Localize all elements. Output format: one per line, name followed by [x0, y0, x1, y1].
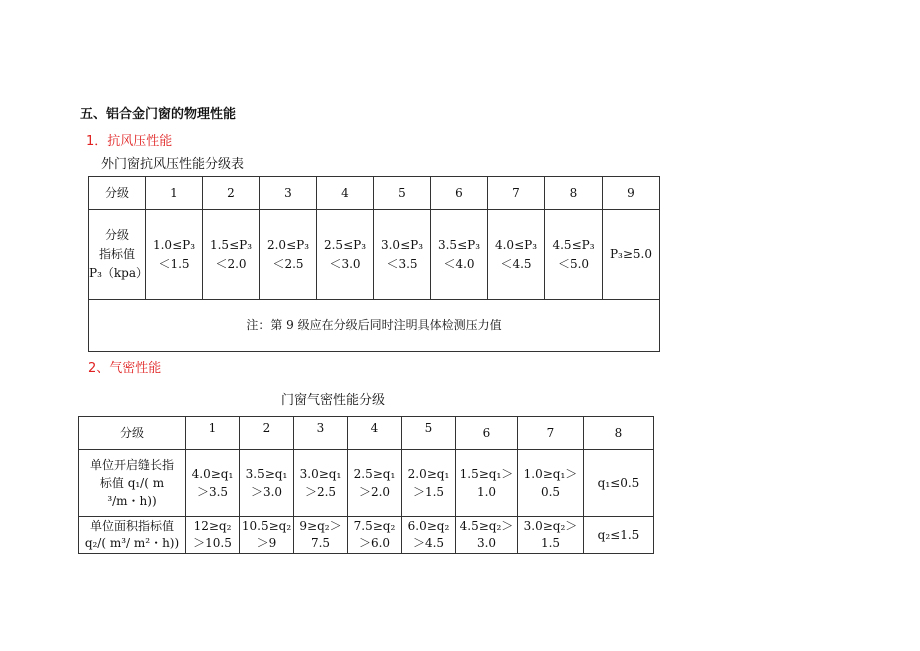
value-cell: [584, 517, 654, 554]
value-line: ＞6.0: [358, 536, 391, 550]
value-line: q₂≤1.5: [597, 527, 640, 542]
air-tightness-table: [78, 416, 654, 554]
table2-area-row: [79, 517, 654, 554]
value-line: 2.0≤P₃: [266, 237, 310, 252]
value-cell: [518, 517, 584, 554]
value-line: ＜5.0: [557, 256, 590, 271]
table1-note-row: [89, 300, 660, 352]
grade-cell: 1: [186, 417, 240, 450]
value-cell: [431, 210, 488, 300]
value-line: 4.0≥q₁: [191, 467, 234, 481]
value-line: ＜1.5: [158, 256, 190, 271]
value-line: ＜3.5: [386, 256, 418, 271]
value-line: ＞4.5: [412, 536, 445, 550]
label-line: 标值 q₁/( m: [99, 476, 165, 490]
value-line: 1.5≥q₁＞: [459, 467, 514, 481]
value-line: 2.5≤P₃: [323, 237, 367, 252]
grade-cell: 5: [402, 417, 456, 450]
grade-cell: 9: [603, 177, 660, 210]
grade-cell: 1: [146, 177, 203, 210]
value-cell: [146, 210, 203, 300]
value-line: 7.5≥q₂: [353, 519, 396, 533]
value-cell: [348, 517, 402, 554]
grade-cell: 7: [488, 177, 545, 210]
value-line: 3.0≤P₃: [380, 237, 424, 252]
table2-header-label: 分级: [79, 417, 186, 450]
grade-cell: 2: [203, 177, 260, 210]
value-line: 3.5≥q₁: [245, 467, 288, 481]
value-line: 4.0≤P₃: [494, 237, 538, 252]
value-cell: [518, 450, 584, 517]
value-line: ＜3.0: [329, 256, 361, 271]
value-line: ＞2.0: [358, 485, 391, 499]
value-line: 1.0≤P₃: [152, 237, 196, 252]
value-line: 9≥q₂＞: [299, 519, 342, 533]
value-line: 3.0≥q₁: [299, 467, 342, 481]
value-cell: [294, 517, 348, 554]
value-line: 0.5: [540, 485, 561, 499]
value-cell: [545, 210, 603, 300]
value-line: 10.5≥q₂: [241, 519, 292, 533]
label-line: 指标值: [98, 247, 135, 261]
value-cell: [488, 210, 545, 300]
value-cell: [294, 450, 348, 517]
value-line: 12≥q₂: [193, 519, 232, 533]
value-cell: [584, 450, 654, 517]
value-line: 2.0≥q₁: [407, 467, 450, 481]
value-line: ＞9: [256, 536, 277, 550]
label-line: 单位面积指标值: [89, 519, 174, 533]
table1-note: 注：第 9 级应在分级后同时注明具体检测压力值: [89, 300, 660, 352]
label-line: P₃（kpa）: [89, 266, 148, 280]
value-cell: [456, 450, 518, 517]
value-cell: [240, 517, 294, 554]
value-line: 1.5: [540, 536, 561, 550]
value-cell: [348, 450, 402, 517]
value-line: ＞1.5: [412, 485, 445, 499]
value-line: 1.0≥q₁＞: [523, 467, 578, 481]
value-cell: [402, 450, 456, 517]
table2-header-row: [79, 417, 654, 450]
value-line: 7.5: [310, 536, 331, 550]
grade-cell: 4: [317, 177, 374, 210]
table1-header-label: 分级: [89, 177, 146, 210]
value-line: 1.5≤P₃: [209, 237, 253, 252]
value-line: 3.0≥q₂＞: [523, 519, 578, 533]
table2-gap-row: [79, 450, 654, 517]
grade-cell: 2: [240, 417, 294, 450]
value-line: ＞2.5: [304, 485, 337, 499]
value-line: P₃≥5.0: [609, 247, 653, 261]
value-line: ＜4.0: [443, 256, 475, 271]
table1-row-label: [89, 210, 146, 300]
subsection-wind-pressure: 1．抗风压性能: [86, 134, 173, 149]
value-line: ＞3.0: [250, 485, 283, 499]
value-line: ＞3.5: [196, 485, 229, 499]
value-line: 4.5≤P₃: [552, 237, 595, 252]
grade-cell: 4: [348, 417, 402, 450]
value-line: ＞10.5: [193, 536, 232, 550]
label-line: 单位开启缝长指: [89, 458, 174, 472]
grade-cell: 3: [260, 177, 317, 210]
value-cell: [603, 210, 660, 300]
grade-cell: 8: [584, 417, 654, 450]
table1-header-row: [89, 177, 660, 210]
value-line: 2.5≥q₁: [353, 467, 396, 481]
table2-row2-label: [79, 517, 186, 554]
grade-cell: 5: [374, 177, 431, 210]
value-line: 3.0: [476, 536, 497, 550]
value-line: 6.0≥q₂: [407, 519, 450, 533]
label-line: q₂/( m³/ m²・h)): [84, 536, 180, 550]
table1-caption: 外门窗抗风压性能分级表: [101, 157, 245, 172]
grade-cell: 6: [431, 177, 488, 210]
value-line: 1.0: [476, 485, 497, 499]
table2-row1-label: [79, 450, 186, 517]
value-cell: [203, 210, 260, 300]
value-cell: [260, 210, 317, 300]
value-line: ＜2.0: [215, 256, 247, 271]
label-line: ³/m・h)): [107, 494, 157, 508]
grade-cell: 8: [545, 177, 603, 210]
value-line: ＜2.5: [272, 256, 304, 271]
value-line: ＜4.5: [500, 256, 532, 271]
value-line: 4.5≥q₂＞: [459, 519, 514, 533]
value-line: 3.5≤P₃: [437, 237, 481, 252]
subsection-air-tightness: 2、气密性能: [88, 361, 162, 376]
value-cell: [456, 517, 518, 554]
wind-pressure-table: [88, 176, 660, 352]
grade-cell: 7: [518, 417, 584, 450]
grade-cell: 3: [294, 417, 348, 450]
value-line: q₁≤0.5: [597, 476, 640, 490]
value-cell: [374, 210, 431, 300]
section-title: 五、铝合金门窗的物理性能: [80, 107, 237, 122]
table1-value-row: [89, 210, 660, 300]
value-cell: [186, 450, 240, 517]
value-cell: [317, 210, 374, 300]
table2-caption: 门窗气密性能分级: [281, 393, 386, 408]
grade-cell: 6: [456, 417, 518, 450]
value-cell: [186, 517, 240, 554]
value-cell: [402, 517, 456, 554]
value-cell: [240, 450, 294, 517]
label-line: 分级: [104, 228, 129, 242]
